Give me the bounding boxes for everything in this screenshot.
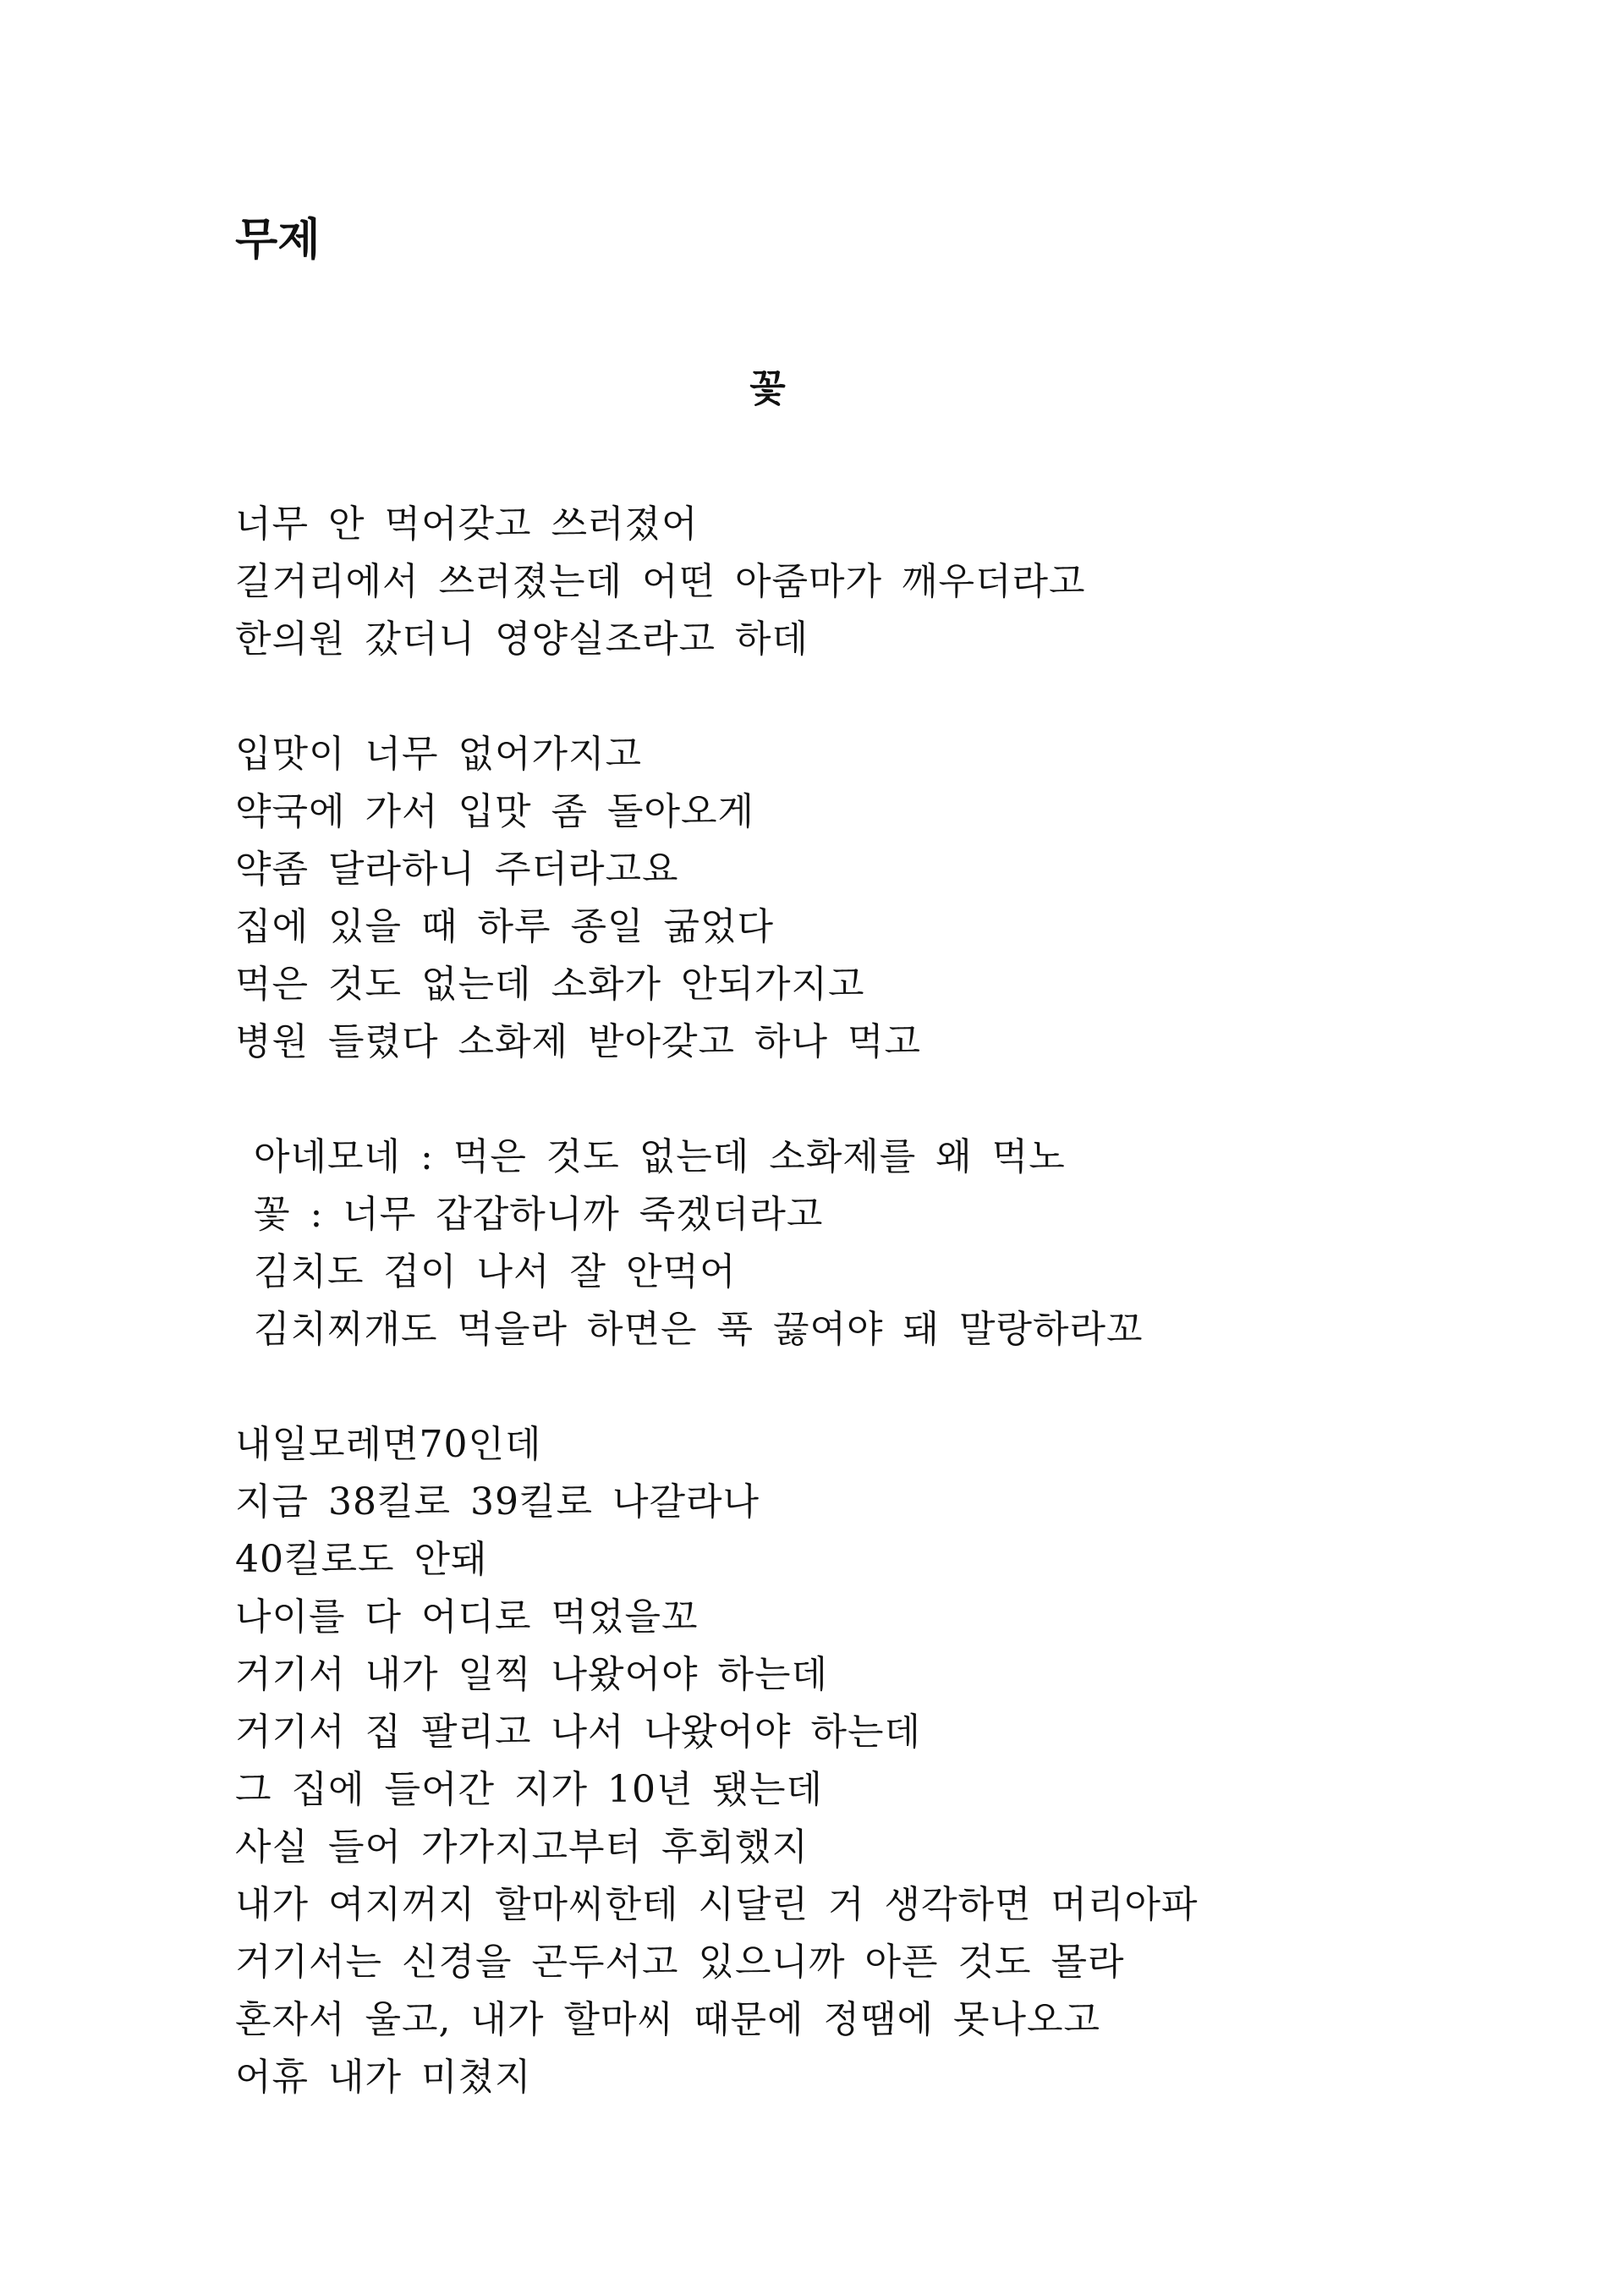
poem-line: 약국에 가서 입맛 좀 돌아오게 <box>235 790 754 833</box>
stanza-2 <box>235 726 1462 1071</box>
poem-line: 나이를 다 어디로 먹었을꼬 <box>235 1595 699 1639</box>
dialogue-line: 김치도 겁이 나서 잘 안먹어 <box>254 1250 737 1293</box>
poem-line: 그 집에 들어간 지가 10년 됐는데 <box>235 1768 823 1811</box>
poem-line: 병원 들렸다 소화제 받아갖고 하나 먹고 <box>235 1020 921 1063</box>
poem-title: 꽃 <box>749 367 786 410</box>
poem-line: 너무 안 먹어갖고 쓰러졌어 <box>235 502 699 546</box>
stanza-3-dialogue <box>235 1128 1462 1359</box>
poem-line: 입맛이 너무 없어가지고 <box>235 733 643 776</box>
poem-body <box>235 496 1462 2164</box>
poem-line: 사실 들어 가가지고부터 후회했지 <box>235 1826 809 1869</box>
poem-line: 거기서 집 팔리고 나서 나왔어야 하는데 <box>235 1710 921 1754</box>
poem-line: 40킬로도 안돼 <box>235 1538 488 1581</box>
dialogue-line: 김치찌개도 먹을라 하면은 푹 끓여야 돼 말랑하라꼬 <box>254 1308 1144 1351</box>
poem-line: 집에 있을 때 하루 종일 굶었다 <box>235 905 774 948</box>
document-title: 무제 <box>235 215 321 266</box>
poem-line: 내일모레면70인데 <box>235 1423 542 1466</box>
poem-line: 거기서 내가 일찍 나왔어야 하는데 <box>235 1653 828 1696</box>
poem-line: 길거리에서 쓰러졌는데 어떤 아줌마가 깨우더라고 <box>235 560 1086 603</box>
poem-line: 지금 38킬로 39킬로 나갈라나 <box>235 1480 760 1524</box>
poem-line: 거기서는 신경을 곤두서고 있으니까 아픈 것도 몰라 <box>235 1941 1125 1984</box>
poem-line: 내가 여지꺼지 할마씨한테 시달린 거 생각하면 머리아파 <box>235 1883 1199 1926</box>
poem-line: 약좀 달라하니 주더라고요 <box>235 848 679 891</box>
poem-line: 어휴 내가 미쳤지 <box>235 2056 532 2099</box>
poem-line: 한의원 갔더니 영양실조라고 하데 <box>235 618 809 661</box>
stanza-4 <box>235 1416 1462 2106</box>
dialogue-line: 아네모네 : 먹은 것도 없는데 소화제를 왜 먹노 <box>254 1135 1066 1178</box>
poem-line: 혼자서 울고, 내가 할마씨 때문에 정땜에 못나오고 <box>235 1998 1100 2041</box>
dialogue-line: 꽃 : 너무 갑갑하니까 죽겠더라고 <box>254 1193 824 1236</box>
poem-line: 먹은 것도 없는데 소화가 안되가지고 <box>235 963 865 1006</box>
stanza-1 <box>235 496 1462 668</box>
